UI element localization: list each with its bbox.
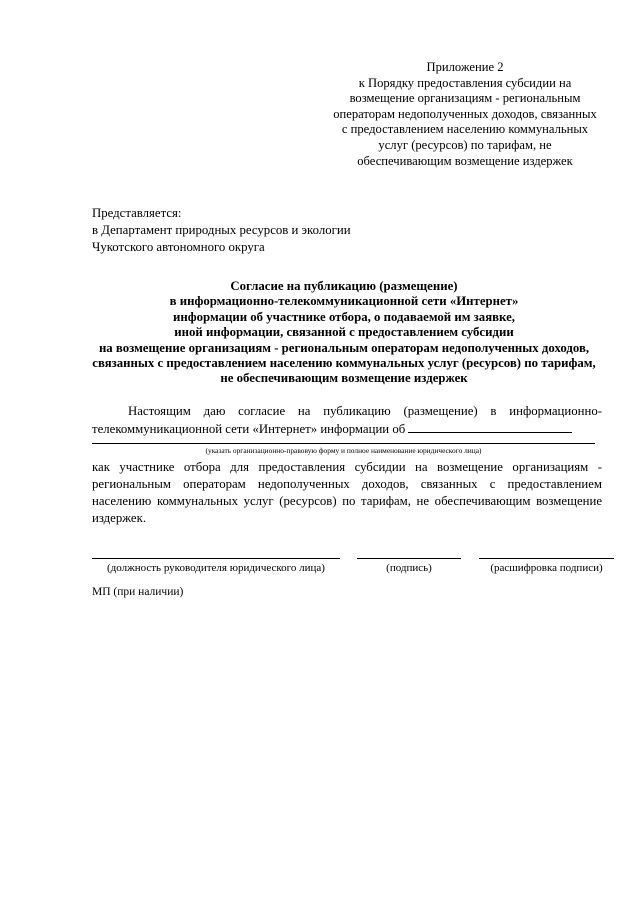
position-caption: (должность руководителя юридического лица) [107, 562, 325, 574]
appendix-line: возмещение организациям - региональным [349, 91, 581, 106]
title-line: не обеспечивающим возмещение издержек [220, 371, 468, 386]
submitted-line: Представляется: [92, 206, 182, 220]
consent-line-3: как участнике отбора для предоставления субсидии на возмещение организациям - [92, 460, 602, 474]
consent-line-6: издержек. [92, 511, 147, 525]
title-line: на возмещение организациям - региональным операторам недополученных доходов, [98, 340, 590, 355]
title-line: иной информации, связанной с предоставлением субсидии [174, 325, 514, 340]
appendix-line: обеспечивающим возмещение издержек [357, 153, 573, 168]
decoding-line[interactable] [479, 558, 614, 559]
document-title [84, 279, 604, 387]
position-line[interactable] [92, 558, 340, 559]
consent-line-1: Настоящим даю согласие на публикацию (размещение) в информационно- [128, 404, 602, 418]
org-name-hint: (указать организационно-правовую форму и полное наименование юридического лица) [205, 446, 482, 455]
title-line: связанных с предоставлением населению коммунальных услуг (ресурсов) по тарифам, [92, 356, 596, 371]
appendix-line: с предоставлением населению коммунальных [341, 122, 589, 137]
submitted-line: в Департамент природных ресурсов и экологии [92, 223, 351, 237]
appendix-line: к Порядку предоставления субсидии на [358, 75, 572, 90]
submitted-line: Чукотского автономного округа [92, 240, 265, 254]
title-line: информации об участнике отбора, о подаваемой им заявке, [173, 309, 515, 324]
signature-line[interactable] [357, 558, 461, 559]
org-name-field[interactable] [408, 420, 572, 433]
signature-caption: (подпись) [386, 562, 432, 574]
org-name-line[interactable] [92, 443, 595, 444]
consent-line-5: населению коммунальных услуг (ресурсов) по тарифам, не обеспечивающим возмещение [92, 494, 602, 508]
stamp-note: МП (при наличии) [92, 586, 184, 598]
appendix-line: услуг (ресурсов) по тарифам, не [378, 137, 552, 152]
submitted-to-block [92, 205, 452, 256]
consent-line-2-row [92, 420, 602, 437]
title-line: Согласие на публикацию (размещение) [230, 279, 458, 293]
appendix-line: Приложение 2 [426, 60, 504, 74]
consent-line-2: телекоммуникационной сети «Интернет» информации об [92, 422, 406, 436]
appendix-header [300, 60, 630, 169]
title-line: в информационно-телекоммуникационной сети «Интернет» [169, 294, 519, 309]
consent-line-4: региональным операторам недополученных доходов, связанных с предоставлением [92, 477, 602, 491]
decoding-caption: (расшифровка подписи) [490, 562, 603, 574]
appendix-line: операторам недополученных доходов, связанных [333, 106, 597, 121]
